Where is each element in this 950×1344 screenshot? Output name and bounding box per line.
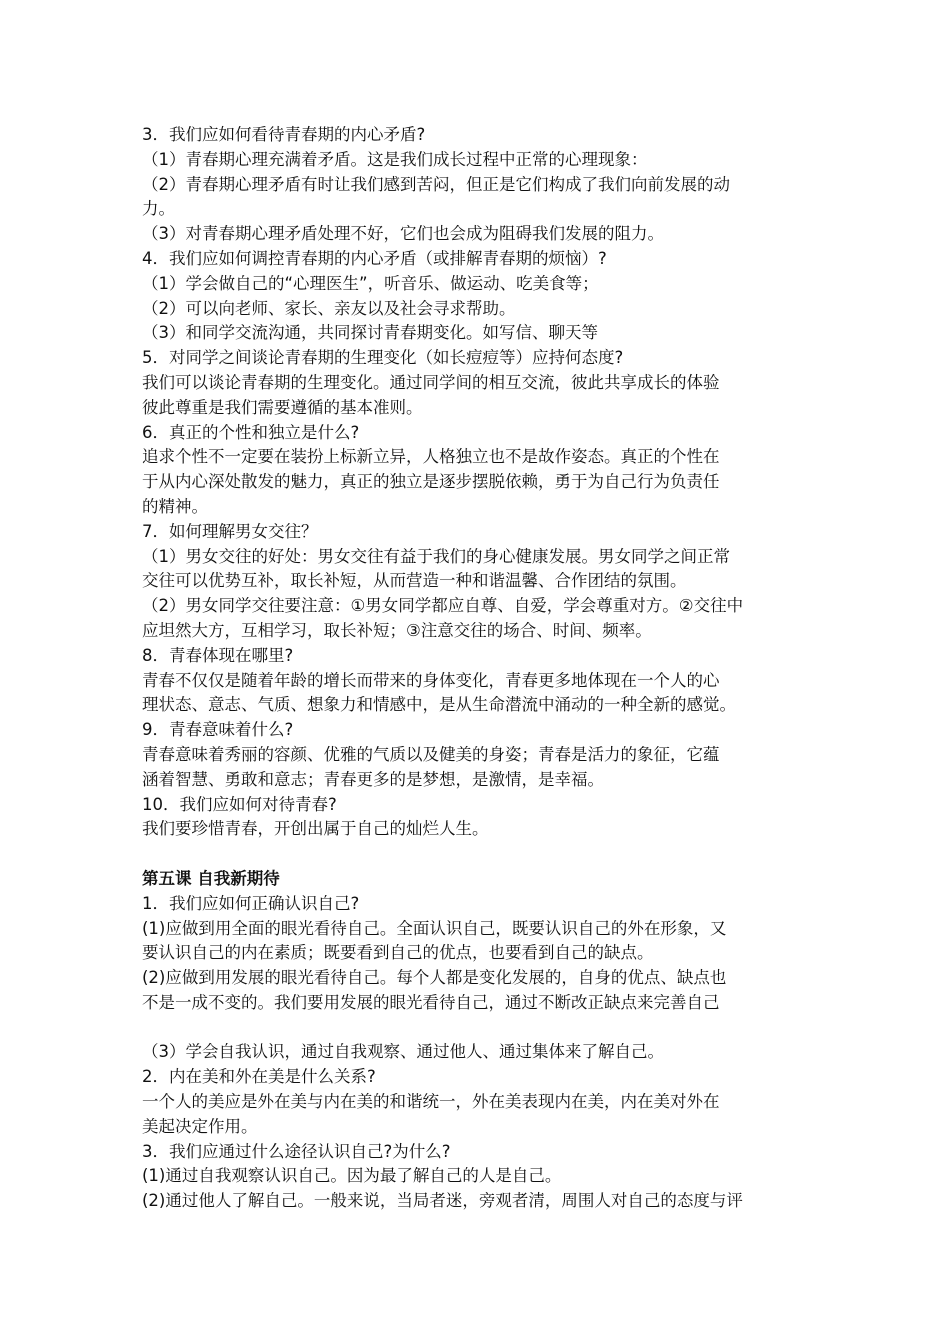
text-line: 交往可以优势互补，取长补短，从而营造一种和谐温馨、合作团结的氛围。 [142, 571, 687, 591]
text-line: 力。 [142, 199, 175, 219]
text-line: 4．我们应如何调控青春期的内心矛盾（或排解青春期的烦恼）? [142, 248, 607, 268]
text-line: 1．我们应如何正确认识自己? [142, 893, 360, 913]
text-line: 理状态、意志、气质、想象力和情感中，是从生命潜流中涌动的一种全新的感觉。 [142, 695, 736, 715]
text-line: 我们可以谈论青春期的生理变化。通过同学间的相互交流，彼此共享成长的体验 [142, 372, 720, 392]
text-line: 8．青春体现在哪里? [142, 645, 294, 665]
section-lesson-four-qa [142, 123, 810, 842]
blank-line [142, 842, 810, 867]
text-line: 于从内心深处散发的魅力，真正的独立是逐步摆脱依赖，勇于为自己行为负责任 [142, 472, 720, 492]
text-line: 3．我们应通过什么途径认识自己?为什么? [142, 1141, 451, 1161]
text-line: （1）学会做自己的“心理医生”，听音乐、做运动、吃美食等； [142, 273, 599, 293]
text-line: （2）可以向老师、家长、亲友以及社会寻求帮助。 [142, 298, 516, 318]
text-line: 不是一成不变的。我们要用发展的眼光看待自己，通过不断改正缺点来完善自己 [142, 992, 720, 1012]
text-line: 3．我们应如何看待青春期的内心矛盾? [142, 125, 426, 144]
text-line: （1）男女交往的好处：男女交往有益于我们的身心健康发展。男女同学之间正常 [142, 546, 730, 566]
text-line: (1)通过自我观察认识自己。因为最了解自己的人是自己。 [142, 1166, 562, 1186]
text-line: （1）青春期心理充满着矛盾。这是我们成长过程中正常的心理现象： [142, 149, 648, 169]
text-line: 一个人的美应是外在美与内在美的和谐统一，外在美表现内在美，内在美对外在 [142, 1092, 720, 1112]
text-line: 涵着智慧、勇敢和意志；青春更多的是梦想，是激情，是幸福。 [142, 769, 604, 789]
section-lesson-five-qa-part2 [142, 1040, 810, 1214]
text-line: 美起决定作用。 [142, 1116, 258, 1136]
text-line: 的精神。 [142, 496, 208, 516]
text-line: 5．对同学之间谈论青春期的生理变化（如长痘痘等）应持何态度? [142, 348, 624, 368]
text-line: 追求个性不一定要在装扮上标新立异，人格独立也不是故作姿态。真正的个性在 [142, 447, 720, 467]
text-line: （2）青春期心理矛盾有时让我们感到苦闷，但正是它们构成了我们向前发展的动 [142, 174, 730, 194]
text-line: 9．青春意味着什么? [142, 720, 294, 740]
text-line: (2)应做到用发展的眼光看待自己。每个人都是变化发展的，自身的优点、缺点也 [142, 968, 727, 988]
lesson-heading: 第五课 自我新期待 [142, 868, 280, 888]
text-line: （3）和同学交流沟通，共同探讨青春期变化。如写信、聊天等 [142, 323, 598, 343]
text-line: (2)通过他人了解自己。一般来说，当局者迷，旁观者清，周围人对自己的态度与评 [142, 1191, 743, 1211]
text-line: 10．我们应如何对待青春? [142, 794, 337, 814]
text-line: （3）学会自我认识，通过自我观察、通过他人、通过集体来了解自己。 [142, 1042, 664, 1062]
text-line: 青春意味着秀丽的容颜、优雅的气质以及健美的身姿；青春是活力的象征，它蕴 [142, 744, 720, 764]
document-page [142, 123, 810, 1214]
blank-line [142, 1016, 810, 1041]
section-lesson-five-qa-part1 [142, 892, 810, 1016]
text-line: 6．真正的个性和独立是什么? [142, 422, 360, 442]
text-line: 彼此尊重是我们需要遵循的基本准则。 [142, 397, 423, 417]
text-line: 2．内在美和外在美是什么关系? [142, 1067, 376, 1087]
text-line: (1)应做到用全面的眼光看待自己。全面认识自己，既要认识自己的外在形象，又 [142, 918, 727, 938]
text-line: 7．如何理解男女交往？ [142, 521, 318, 541]
text-line: （2）男女同学交往要注意：①男女同学都应自尊、自爱，学会尊重对方。②交往中 [142, 596, 744, 616]
text-line: 应坦然大方，互相学习，取长补短；③注意交往的场合、时间、频率。 [142, 620, 652, 640]
text-line: 要认识自己的内在素质；既要看到自己的优点，也要看到自己的缺点。 [142, 943, 654, 963]
text-line: （3）对青春期心理矛盾处理不好，它们也会成为阻碍我们发展的阻力。 [142, 224, 664, 244]
text-line: 我们要珍惜青春，开创出属于自己的灿烂人生。 [142, 819, 489, 839]
text-line: 青春不仅仅是随着年龄的增长而带来的身体变化，青春更多地体现在一个人的心 [142, 670, 720, 690]
